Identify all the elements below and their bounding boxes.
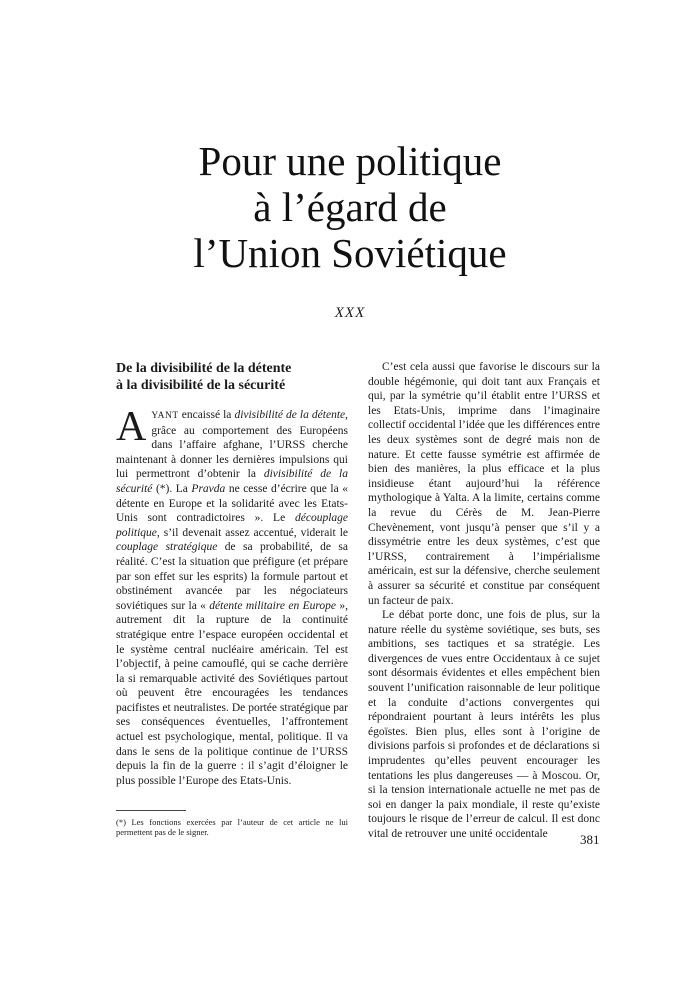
page-number: 381 (580, 832, 600, 847)
text-run: de sa probabilité, de sa réalité. C’est la situation que préfigure (et prépare par son effet sur les esprits) la formule partout et obstinément avancée par les négociateurs soviétiques sur la « (116, 541, 348, 612)
section-heading-line-1: De la divisibilité de la détente (116, 361, 292, 376)
right-column (368, 360, 600, 842)
italic-run: divisibilité de la sécurité (116, 468, 348, 495)
left-column (116, 360, 348, 788)
text-run: », autrement dit la rupture de la continuité stratégique entre l’espace européen occidental et le système central nucléaire américain. Tel est l’objectif, à peine camouflé, qui se cache derrière la si remarquable activité des Soviétiques partout où peuvent être encouragées les tendances pacifistes et neutralistes. De portée stratégique par ses conséquences éventuelles, l’affrontement actuel est psychologique, mental, politique. Il va dans le sens de la politique continue de l’URSS depuis la fin de la guerre : il s’agit d’éloigner le plus possible l’Europe des Etats-Unis. (116, 599, 348, 787)
section-heading (116, 360, 348, 394)
italic-run: Pravda (191, 482, 226, 495)
left-paragraph-1 (116, 404, 348, 788)
title-line-2: à l’égard de (253, 184, 447, 230)
title-line-3: l’Union Soviétique (193, 230, 507, 276)
text-run: , grâce au comportement des Européens dans l’affaire afghane, l’URSS cherche maintenant à donner les dernières impulsions qui lui permettront d’obtenir la (116, 409, 348, 481)
italic-run: couplage stratégique (116, 541, 218, 554)
text-run: ne cesse d’écrire que la « détente en Europe et la solidarité avec les Etats-Unis sont contradictoires ». Le (116, 482, 348, 525)
section-heading-line-2: à la divisibilité de la sécurité (116, 378, 286, 393)
italic-run: découplage politique (116, 512, 348, 539)
author-signature: XXX (334, 305, 366, 321)
italic-run: divisibilité de la détente (234, 409, 346, 421)
lead-smallcaps: YANT (151, 411, 179, 421)
right-paragraph-2: Le débat porte donc, une fois de plus, sur la nature réelle du système soviétique, ses buts, ses ambitions, ses tactiques et sa stratégie. Les divergences de vues entre Occidentaux à ce sujet sont désormais évidentes et elles empêchent bien souvent l’unification raisonnable de leur politique et la conduite d’actions convergentes qui répondraient pourtant à leurs intérêts les plus égoïstes. Bien plus, elles sont à l’origine de divisions parfois si profondes et de déclarations si imprudentes qu’elles peuvent encourager les tentations les plus dangereuses — à Moscou. Or, si la tension internationale actuelle ne met pas de soi en danger la paix mondiale, il reste qu’existe toujours le risque de l’erreur de calcul. Il est donc vital de retrouver une unité occidentale (368, 609, 600, 840)
footnote: (*) Les fonctions exercées par l’auteur de cet article ne lui permettent pas de le signer. (116, 817, 348, 837)
title-line-1: Pour une politique (198, 138, 502, 184)
right-paragraph-1: C’est cela aussi que favorise le discours sur la double hégémonie, qui doit tant aux Français et qui, par la symétrie qu’il établit entre l’URSS et les Etats-Unis, imprime dans l’imaginaire collectif occidental l’idée que les différences entre les deux systèmes sont de degré mais non de nature. Et cette fausse symétrie est affirmée de bien des manières, la plus efficace et la plus insidieuse étant aujourd’hui la référence mythologique à Yalta. A la limite, certains comme la revue du Cérès de M. Jean-Pierre Chevènement, vont jusqu’à penser que s’il y a dissymétrie entre les deux systèmes, c’est que l’URSS, contrairement à l’impérialisme américain, est sur la défensive, cherche seulement à assurer sa sécurité et constitue par conséquent un facteur de paix. (368, 361, 600, 607)
article-title (0, 138, 700, 276)
drop-cap: A (116, 404, 147, 450)
italic-run: détente militaire en Europe (209, 599, 337, 612)
text-run: , s’il devenait assez accentué, viderait le (156, 526, 348, 539)
text-run: (*). La (152, 482, 192, 495)
footnote-divider (116, 810, 186, 811)
text-run: encaissé la (178, 409, 235, 421)
